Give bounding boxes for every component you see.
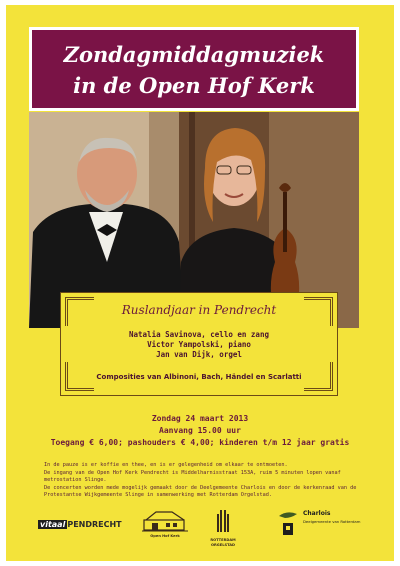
orgelstad-caption-2: ORGELSTAD bbox=[210, 543, 236, 547]
event-date: Zondag 24 maart 2013 bbox=[151, 414, 249, 423]
vitaal-pendrecht-logo bbox=[38, 520, 122, 529]
rotterdam-orgelstad-logo bbox=[203, 508, 243, 548]
orgelstad-caption-1: ROTTERDAM bbox=[210, 538, 236, 542]
sponsor-logos bbox=[0, 508, 400, 548]
event-details bbox=[0, 413, 400, 449]
note-line: De ingang van de Open Hof Kerk Pendrecht is Middelharnisstraat 153A, ruim 5 minuten lopen vanaf bbox=[44, 469, 341, 476]
charlois-logo bbox=[277, 510, 361, 540]
performers-list bbox=[61, 330, 337, 360]
title-banner bbox=[29, 27, 359, 111]
organ-icon bbox=[216, 508, 230, 534]
note-line: metrostation Slinge. bbox=[44, 477, 107, 484]
event-admission: Toegang € 6,00; pashouders € 4,00; kinderen t/m 12 jaar gratis bbox=[50, 438, 350, 447]
concert-title: Ruslandjaar in Pendrecht bbox=[121, 303, 277, 317]
vitaal-logo-part2: PENDRECHT bbox=[67, 520, 122, 529]
compositions: Composities van Albinoni, Bach, Händel en Scarlatti bbox=[96, 373, 302, 381]
performer-1: Natalia Savinova, cello en zang bbox=[129, 330, 269, 339]
title-line-2: in de Open Hof Kerk bbox=[73, 73, 315, 98]
performer-3: Jan van Dijk, orgel bbox=[156, 350, 242, 359]
performer-2: Victor Yampolski, piano bbox=[147, 340, 251, 349]
concert-info-box bbox=[60, 292, 338, 396]
event-start-time: Aanvang 15.00 uur bbox=[159, 426, 241, 435]
open-hof-kerk-logo bbox=[142, 510, 188, 538]
title-line-1: Zondagmiddagmuziek bbox=[63, 42, 325, 67]
charlois-caption: Deelgemeente van Rotterdam bbox=[303, 519, 361, 524]
church-icon bbox=[142, 510, 188, 534]
note-line: In de pauze is er koffie en thee, en is er gelegenheid om elkaar te ontmoeten. bbox=[44, 462, 288, 468]
info-notes bbox=[44, 462, 364, 500]
note-line: Protestantse Wijkgemeente Slinge in samenwerking met Rotterdam Orgelstad. bbox=[44, 492, 272, 499]
note-line: De concerten worden mede mogelijk gemaakt door de Deelgemeente Charlois en door de kerkenraad van de bbox=[44, 484, 357, 491]
church-logo-caption: Open Hof Kerk bbox=[150, 534, 180, 538]
charlois-name: Charlois bbox=[303, 510, 331, 517]
charlois-crest-icon bbox=[277, 510, 301, 536]
vitaal-logo-part1: vitaal bbox=[40, 520, 66, 529]
